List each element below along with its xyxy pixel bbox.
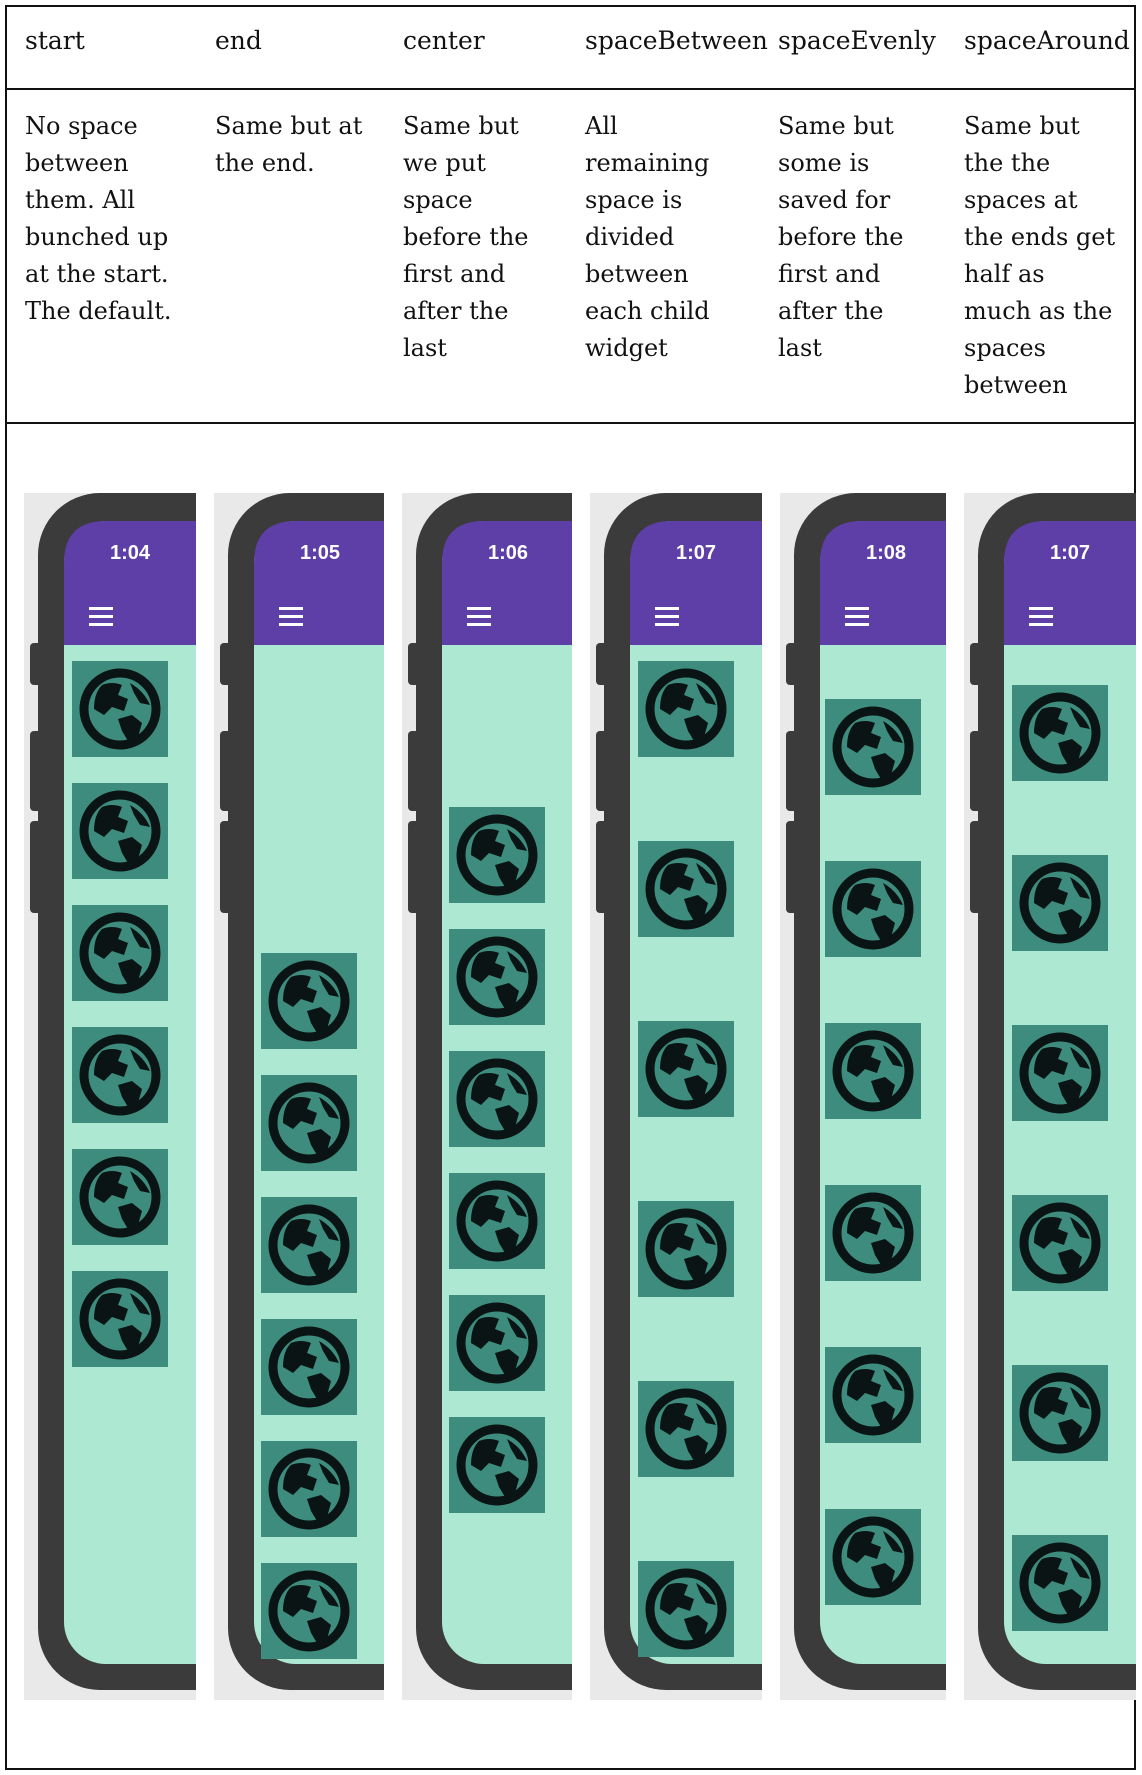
description-line: before the: [778, 223, 904, 251]
globe-icon-tile: [825, 1347, 921, 1443]
description-start: [25, 108, 171, 330]
globe-icon-tile: [825, 1509, 921, 1605]
description-line: The default.: [25, 297, 172, 325]
phone-svg: [214, 493, 384, 1700]
phone-svg: [780, 493, 946, 1700]
header-space-evenly: spaceEvenly: [778, 26, 936, 55]
header-divider: [5, 88, 1136, 90]
phone-screenshot-space-evenly: [780, 493, 946, 1700]
description-line: them. All: [25, 186, 136, 214]
globe-icon-tile: [261, 1319, 357, 1415]
phone-svg: [24, 493, 196, 1700]
globe-icon-tile: [825, 861, 921, 957]
description-line: before the: [403, 223, 529, 251]
description-line: the end.: [215, 149, 315, 177]
description-line: the ends get: [964, 223, 1116, 251]
globe-icon-tile: [1012, 1025, 1108, 1121]
description-center: [403, 108, 529, 367]
globe-icon-tile: [261, 1441, 357, 1537]
description-space-evenly: [778, 108, 904, 367]
menu-icon[interactable]: [279, 607, 303, 626]
globe-icon-tile: [638, 661, 734, 757]
phone-screenshot-space-around: [964, 493, 1136, 1700]
description-line: first and: [778, 260, 881, 288]
globe-icon-tile: [825, 1185, 921, 1281]
menu-icon[interactable]: [845, 607, 869, 626]
description-line: much as the: [964, 297, 1113, 325]
description-line: spaces at: [964, 186, 1078, 214]
description-line: remaining: [585, 149, 710, 177]
app-bar: [630, 521, 762, 645]
globe-icon-tile: [1012, 1535, 1108, 1631]
globe-icon-tile: [449, 1051, 545, 1147]
globe-icon-tile: [72, 905, 168, 1001]
menu-icon[interactable]: [1029, 607, 1053, 626]
description-line: Same but: [778, 112, 894, 140]
header-end: end: [215, 26, 262, 55]
status-time: 1:06: [487, 542, 529, 564]
description-line: we put: [403, 149, 486, 177]
header-space-around: spaceAround: [964, 26, 1130, 55]
globe-icon-tile: [261, 1075, 357, 1171]
app-bar: [64, 521, 196, 645]
description-line: last: [778, 334, 822, 362]
description-line: space is: [585, 186, 683, 214]
globe-icon-tile: [72, 1271, 168, 1367]
description-line: last: [403, 334, 447, 362]
description-line: after the: [403, 297, 509, 325]
app-bar: [254, 521, 384, 645]
description-line: Same but: [403, 112, 519, 140]
menu-icon[interactable]: [467, 607, 491, 626]
globe-icon-tile: [72, 1149, 168, 1245]
description-line: after the: [778, 297, 884, 325]
globe-icon-tile: [449, 1417, 545, 1513]
globe-icon-tile: [72, 783, 168, 879]
globe-icon-tile: [261, 953, 357, 1049]
phone-screenshot-center: [402, 493, 572, 1700]
globe-icon-tile: [1012, 1195, 1108, 1291]
globe-icon-tile: [72, 1027, 168, 1123]
description-line: Same but at: [215, 112, 363, 140]
globe-icon-tile: [638, 1201, 734, 1297]
globe-icon-tile: [261, 1563, 357, 1659]
globe-icon-tile: [72, 661, 168, 757]
globe-icon-tile: [1012, 685, 1108, 781]
phone-svg: [590, 493, 762, 1700]
description-line: some is: [778, 149, 870, 177]
globe-icon-tile: [638, 1561, 734, 1657]
globe-icon-tile: [261, 1197, 357, 1293]
globe-icon-tile: [825, 699, 921, 795]
description-space-between: [585, 108, 710, 367]
globe-icon-tile: [449, 929, 545, 1025]
description-space-around: [964, 108, 1115, 404]
globe-icon-tile: [449, 807, 545, 903]
description-line: spaces: [964, 334, 1046, 362]
app-bar: [442, 521, 572, 645]
description-line: No space: [25, 112, 138, 140]
description-line: bunched up: [25, 223, 169, 251]
globe-icon-tile: [1012, 1365, 1108, 1461]
description-line: between: [585, 260, 689, 288]
description-line: the the: [964, 149, 1051, 177]
description-line: saved for: [778, 186, 891, 214]
description-line: space: [403, 186, 473, 214]
globe-icon-tile: [825, 1023, 921, 1119]
globe-icon-tile: [449, 1295, 545, 1391]
phone-screenshot-space-between: [590, 493, 762, 1700]
description-line: at the start.: [25, 260, 169, 288]
phone-screenshot-end: [214, 493, 384, 1700]
description-divider: [5, 422, 1136, 424]
description-line: each child: [585, 297, 710, 325]
status-time: 1:04: [109, 542, 151, 564]
menu-icon[interactable]: [655, 607, 679, 626]
description-line: divided: [585, 223, 675, 251]
phone-svg: [402, 493, 572, 1700]
globe-icon-tile: [638, 1021, 734, 1117]
globe-icon-tile: [638, 1381, 734, 1477]
header-center: center: [403, 26, 485, 55]
header-start: start: [25, 26, 85, 55]
description-line: half as: [964, 260, 1045, 288]
description-line: All: [585, 112, 618, 140]
status-time: 1:05: [299, 542, 341, 564]
description-line: Same but: [964, 112, 1080, 140]
app-bar: [820, 521, 946, 645]
globe-icon-tile: [1012, 855, 1108, 951]
description-line: widget: [585, 334, 668, 362]
globe-icon-tile: [638, 841, 734, 937]
description-line: between: [25, 149, 129, 177]
phone-svg: [964, 493, 1136, 1700]
menu-icon[interactable]: [89, 607, 113, 626]
status-time: 1:08: [865, 542, 907, 564]
globe-icon-tile: [449, 1173, 545, 1269]
status-time: 1:07: [675, 542, 717, 564]
phone-screenshot-start: [24, 493, 196, 1700]
app-bar: [1004, 521, 1136, 645]
description-end: [215, 108, 362, 182]
description-line: between: [964, 371, 1068, 399]
description-line: first and: [403, 260, 506, 288]
status-time: 1:07: [1049, 542, 1091, 564]
header-space-between: spaceBetween: [585, 26, 768, 55]
